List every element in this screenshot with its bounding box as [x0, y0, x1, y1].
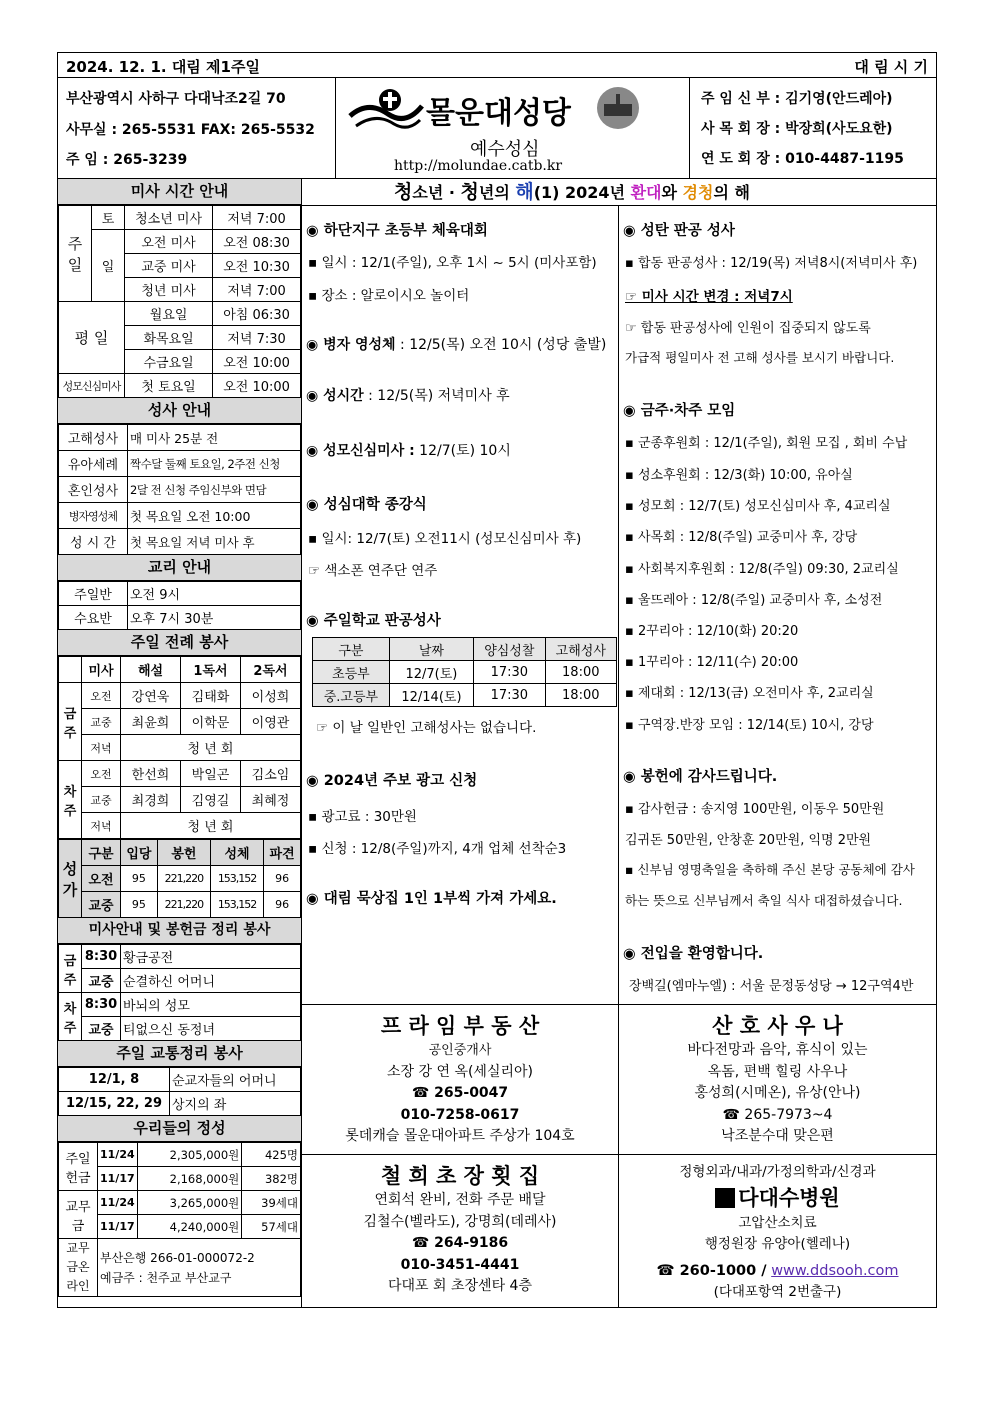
hospital-logo-icon — [715, 1188, 735, 1208]
patron-name: 예수성심 — [470, 139, 540, 160]
ad-sauna: 산 호 사 우 나 바다전망과 음악, 휴식이 있는 옥돔, 편백 힐링 사우나 홍성희(시메온), 유상(안나) ☎ 265-7973~4 낙조분수대 맞은편 — [618, 1004, 937, 1155]
meeting-4: ▪ 사목회 : 12/8(주일) 교중미사 후, 강당 — [625, 530, 858, 545]
meeting-5: ▪ 사회복지후원회 : 12/8(주일) 09:30, 2교리실 — [625, 562, 899, 577]
welcome-line: 장백길(엠마누엘) : 서울 문정동성당 → 12구역4반 — [629, 979, 914, 994]
meeting-3: ▪ 성모회 : 12/7(토) 성모신심미사 후, 4교리실 — [625, 499, 891, 514]
meetings-title: ◉ 금주·차주 모임 — [623, 403, 736, 419]
traffic-title: 주일 교통정리 봉사 — [58, 1041, 301, 1067]
traffic-table: 12/1, 8 순교자들의 어머니 12/15, 22, 29 상지의 좌 — [58, 1067, 301, 1116]
guide-table: 금주 8:30 황금공전 교중 순결하신 어머니 차주 8:30 바뇌의 성모 교중 티없으신 동정녀 — [58, 944, 301, 1041]
marian-mass: ◉ 성모신심미사 : 12/7(토) 10시 — [306, 443, 511, 459]
christmas-line-3: ☞ 합동 판공성사에 인원이 집중되지 않도록 — [625, 321, 871, 336]
thanks-line-2: 김귀돈 50만원, 안창훈 20만원, 익명 2만원 — [625, 833, 872, 848]
mass-title: 미사 시간 안내 — [58, 179, 301, 205]
meeting-7: ▪ 2꾸리아 : 12/10(화) 20:20 — [625, 624, 799, 639]
right-column — [618, 205, 937, 1005]
school-title: ◉ 주일학교 판공성사 — [306, 613, 441, 629]
liturgy-table: 미사 해설 1독서 2독서 금주 오전 강연욱 김태화 이성희 교중 최윤희 이학문 이영관 저녁 청 년 회 차주 오전 한선희 박일곤 김소임 교중 최경희 김영길 최혜정 저녁 청 년 회 — [58, 656, 301, 839]
sacrament-table: 고해성사 매 미사 25분 전 유아세례 짝수달 둘째 토요일, 2주전 신청 혼인성사 2달 전 신청 주임신부와 면담 병자영성체 첫 목요일 오전 10:00 성 시 간 첫 목요일 저녁 미사 후 — [58, 424, 301, 555]
thanks-line-1: ▪ 감사헌금 : 송지영 100만원, 이동우 50만원 — [625, 802, 885, 817]
ad-restaurant: 철 희 초 장 횟 집 연회석 완비, 전화 주문 배달 김철수(벨라도), 강명희(데레사) ☎ 264-9186 010-3451-4441 다대포 회 초장센타 4층 — [301, 1154, 619, 1308]
ad-title: ◉ 2024년 주보 광고 신청 — [306, 773, 478, 789]
thanks-title: ◉ 봉헌에 감사드립니다. — [623, 769, 778, 785]
meeting-6: ▪ 울뜨레아 : 12/8(주일) 교중미사 후, 소성전 — [625, 593, 883, 608]
college-date: ▪ 일시: 12/7(토) 오전11시 (성모신심미사 후) — [308, 531, 582, 547]
top-bar — [57, 52, 937, 78]
catechism-table: 주일반 오전 9시 수요반 오후 7시 30분 — [58, 581, 301, 630]
school-note: ☞ 이 날 일반인 고해성사는 없습니다. — [316, 720, 537, 736]
staff-council: 사 목 회 장 : 박장희(사도요한) — [701, 121, 893, 137]
middle-column — [301, 205, 619, 1005]
ad-apply: ▪ 신청 : 12/8(주일)까지, 4개 업체 선착순3 — [308, 841, 567, 857]
office-phone: 사무실 : 265-5531 FAX: 265-5532 — [66, 122, 315, 138]
school-table: 구분 날짜 양심성찰 고해성사 초등부 12/7(토) 17:30 18:00 중.고등부 12/14(토) 17:30 18:00 — [312, 637, 617, 707]
college-title: ◉ 성심대학 종강식 — [306, 497, 427, 513]
ad-hospital: 정형외과/내과/가정의학과/신경과 다대수병원 고압산소치료 행정원장 유양아(헬레나) ☎ 260-1000 / www.ddsooh.com (다대포항역 2번출구) — [618, 1154, 937, 1308]
header — [57, 77, 937, 179]
guide-title: 미사안내 및 봉헌금 정리 봉사 — [58, 918, 301, 944]
christmas-title: ◉ 성탄 판공 성사 — [623, 223, 735, 239]
ad-fee: ▪ 광고료 : 30만원 — [308, 809, 417, 825]
staff-prayer: 연 도 회 장 : 010-4487-1195 — [701, 151, 904, 167]
church-logo-icon — [348, 86, 424, 132]
church-name: 몰운대성당 — [426, 96, 571, 131]
meeting-8: ▪ 1꾸리아 : 12/11(수) 20:00 — [625, 655, 799, 670]
welcome-title: ◉ 전입을 환영합니다. — [623, 946, 764, 962]
sacrament-title: 성사 안내 — [58, 398, 301, 424]
liturgical-season: 대 림 시 기 — [854, 58, 928, 76]
meeting-9: ▪ 제대회 : 12/13(금) 오전미사 후, 2교리실 — [625, 686, 874, 701]
meeting-10: ▪ 구역장.반장 모임 : 12/14(토) 10시, 강당 — [625, 718, 874, 733]
meditation-book: ◉ 대림 묵상집 1인 1부씩 가져 가세요. — [306, 891, 557, 907]
offering-table: 주일헌금 11/24 2,305,000원 425명 11/17 2,168,000원 382명 교무금 11/24 3,265,000원 39세대 11/17 4,240,000원 57세대 교무금온라인 부산은행 266-01-000072-2 예금주 : 천주교 부산교구 — [58, 1142, 301, 1297]
ad-realestate: 프 라 임 부 동 산 공인중개사 소장 강 연 옥(세실리아) ☎ 265-0047 010-7258-0617 롯데캐슬 몰운대아파트 주상가 104호 — [301, 1004, 619, 1155]
sports-title: ◉ 하단지구 초등부 체육대회 — [306, 223, 488, 239]
hospital-website-link[interactable]: www.ddsooh.com — [771, 1263, 899, 1279]
sports-place: ▪ 장소 : 알로이시오 놀이터 — [308, 288, 470, 304]
sick-communion: ◉ 병자 영성체 : 12/5(목) 오전 10시 (성당 출발) — [306, 337, 607, 353]
christmas-line-4: 가급적 평일미사 전 고해 성사를 보시기 바랍니다. — [625, 350, 895, 365]
meeting-1: ▪ 군종후원회 : 12/1(주일), 회원 모집 , 회비 수납 — [625, 436, 908, 451]
left-column — [57, 179, 302, 1308]
church-url[interactable]: http://molundae.catb.kr — [394, 158, 563, 174]
college-note: ☞ 색소폰 연주단 연주 — [308, 563, 438, 579]
catechism-title: 교리 안내 — [58, 555, 301, 581]
church-building-icon — [596, 86, 640, 130]
sports-date: ▪ 일시 : 12/1(주일), 오후 1시 ~ 5시 (미사포함) — [308, 255, 597, 271]
residence-phone: 주 임 : 265-3239 — [66, 152, 188, 168]
holy-hour: ◉ 성시간 : 12/5(목) 저녁미사 후 — [306, 388, 510, 404]
liturgy-title: 주일 전례 봉사 — [58, 630, 301, 656]
year-banner: 청소년 · 청년의 해(1) 2024년 환대와 경청의 해 — [301, 179, 937, 206]
meeting-2: ▪ 성소후원회 : 12/3(화) 10:00, 유아실 — [625, 468, 853, 483]
staff-pastor: 주 임 신 부 : 김기영(안드레아) — [701, 91, 893, 107]
issue-date: 2024. 12. 1. 대림 제1주일 — [66, 58, 260, 76]
mass-table: 주 일 토 청소년 미사 저녁 7:00 일 오전 미사 오전 08:30 교중 미사 오전 10:30 청년 미사 저녁 7:00 평 일 월요일 아침 06:30 화목요일 저녁 7:30 수금요일 오전 10:00 성모신심미사 첫 토요일 오전 10:00 — [58, 205, 301, 398]
address: 부산광역시 사하구 다대낙조2길 70 — [66, 91, 286, 107]
thanks-line-4: 하는 뜻으로 신부님께서 축일 식사 대접하셨습니다. — [625, 893, 903, 908]
christmas-line-2: ☞ 미사 시간 변경 : 저녁7시 — [625, 289, 793, 305]
choir-table: 성가 구분 입당 봉헌 성체 파견 오전 95 221,220 153,152 96 교중 95 221,220 153,152 96 — [58, 839, 301, 918]
thanks-line-3: ▪ 신부님 영명축일을 축하해 주신 본당 공동체에 감사 — [625, 862, 915, 877]
christmas-line-1: ▪ 합동 판공성사 : 12/19(목) 저녁8시(저녁미사 후) — [625, 256, 918, 271]
offering-title: 우리들의 정성 — [58, 1116, 301, 1142]
